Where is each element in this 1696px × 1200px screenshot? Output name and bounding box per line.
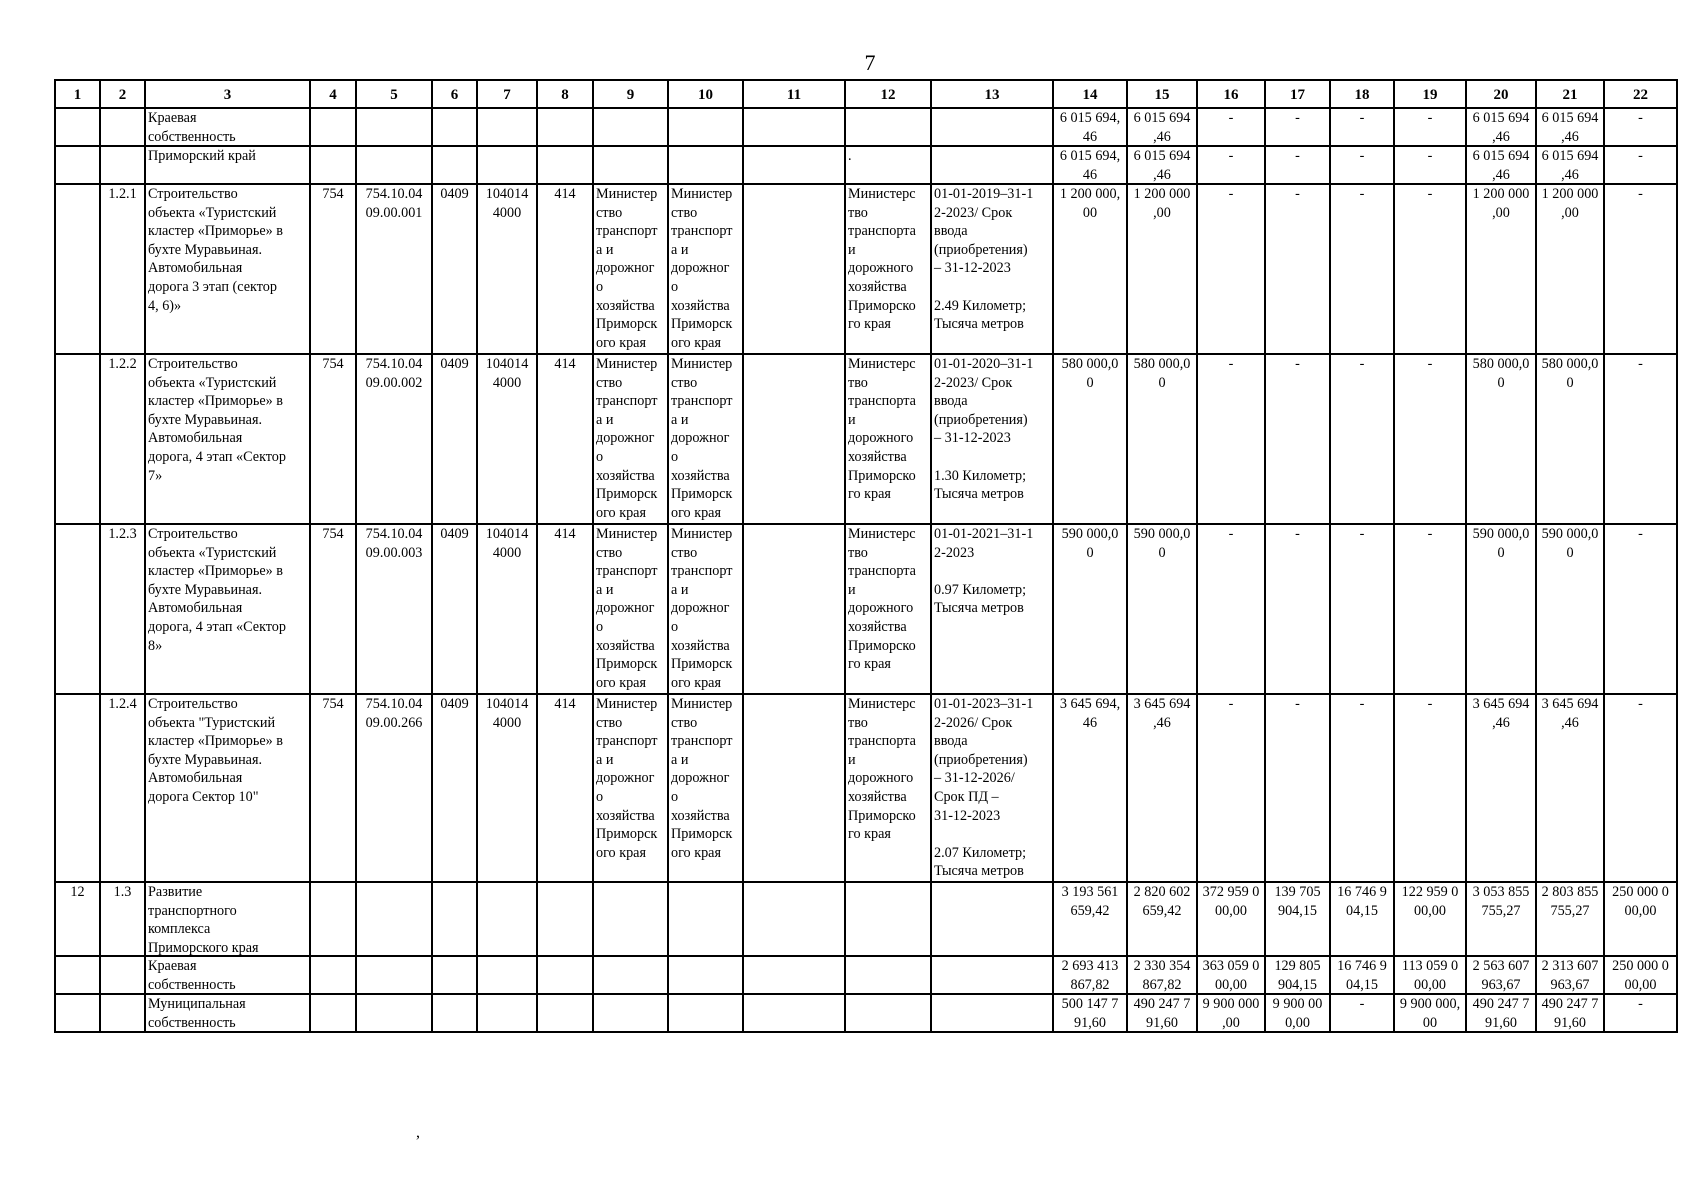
- table-cell: 2 563 607 963,67: [1467, 957, 1537, 995]
- table-cell: .: [846, 147, 932, 185]
- table-cell: 2 330 354 867,82: [1128, 957, 1198, 995]
- table-cell: 1.2.4: [101, 695, 146, 883]
- table-cell: [744, 147, 846, 185]
- table-cell: Краевая собственность: [146, 109, 311, 147]
- column-header: 3: [146, 81, 311, 109]
- table-cell: 0409: [433, 525, 478, 695]
- table-cell: 6 015 694, 46: [1054, 109, 1128, 147]
- table-cell: [744, 883, 846, 957]
- table-cell: -: [1198, 109, 1266, 147]
- table-cell: [744, 995, 846, 1033]
- table-cell: -: [1605, 525, 1678, 695]
- table-cell: [932, 109, 1054, 147]
- table-cell: -: [1331, 147, 1395, 185]
- table-cell: 0409: [433, 355, 478, 525]
- table-cell: 590 000,0 0: [1467, 525, 1537, 695]
- table-cell: 6 015 694 ,46: [1537, 147, 1605, 185]
- table-cell: [932, 147, 1054, 185]
- table-cell: -: [1198, 525, 1266, 695]
- table-cell: 0409: [433, 185, 478, 355]
- table-cell: [669, 147, 744, 185]
- table-cell: 590 000,0 0: [1054, 525, 1128, 695]
- table-cell: -: [1266, 355, 1331, 525]
- table-cell: [478, 957, 538, 995]
- table-cell: -: [1605, 695, 1678, 883]
- table-cell: -: [1266, 185, 1331, 355]
- table-cell: [357, 995, 433, 1033]
- table-cell: [101, 109, 146, 147]
- table-cell: [56, 185, 101, 355]
- table-cell: 414: [538, 525, 594, 695]
- budget-table: [54, 79, 1678, 1033]
- table-cell: 3 645 694, 46: [1054, 695, 1128, 883]
- table-cell: -: [1331, 695, 1395, 883]
- table-cell: [311, 883, 357, 957]
- table-cell: [56, 957, 101, 995]
- table-cell: 139 705 904,15: [1266, 883, 1331, 957]
- table-cell: [433, 883, 478, 957]
- table-cell: [846, 957, 932, 995]
- table-cell: 9 900 00 0,00: [1266, 995, 1331, 1033]
- table-cell: Министер ство транспорт а и дорожног о хозяйства Приморск ого края: [594, 695, 669, 883]
- table-cell: [56, 525, 101, 695]
- table-cell: 1 200 000, 00: [1054, 185, 1128, 355]
- table-cell: [101, 147, 146, 185]
- table-cell: 3 193 561 659,42: [1054, 883, 1128, 957]
- table-cell: -: [1331, 355, 1395, 525]
- table-cell: Министер ство транспорт а и дорожног о хозяйства Приморск ого края: [669, 185, 744, 355]
- table-cell: 104014 4000: [478, 185, 538, 355]
- column-header: 17: [1266, 81, 1331, 109]
- table-cell: 754: [311, 355, 357, 525]
- table-cell: 6 015 694 ,46: [1537, 109, 1605, 147]
- table-cell: [101, 995, 146, 1033]
- table-cell: 2 693 413 867,82: [1054, 957, 1128, 995]
- table-cell: [846, 995, 932, 1033]
- table-cell: 01-01-2023–31-1 2-2026/ Срок ввода (приобретения) – 31-12-2026/ Срок ПД – 31-12-2023 2.07 Километр; Тысяча метров: [932, 695, 1054, 883]
- table-cell: 754.10.04 09.00.002: [357, 355, 433, 525]
- table-cell: [594, 147, 669, 185]
- table-cell: [357, 957, 433, 995]
- table-cell: [433, 147, 478, 185]
- page-number: 7: [864, 50, 876, 75]
- table-cell: 9 900 000 ,00: [1198, 995, 1266, 1033]
- table-cell: [101, 957, 146, 995]
- table-cell: 754.10.04 09.00.003: [357, 525, 433, 695]
- table-cell: [357, 109, 433, 147]
- table-cell: [669, 957, 744, 995]
- table-cell: [932, 995, 1054, 1033]
- table-cell: 1.2.2: [101, 355, 146, 525]
- table-cell: -: [1395, 147, 1467, 185]
- footer-mark: ,: [416, 1124, 420, 1141]
- table-cell: [478, 883, 538, 957]
- table-cell: [478, 147, 538, 185]
- table-cell: 129 805 904,15: [1266, 957, 1331, 995]
- table-cell: 490 247 7 91,60: [1128, 995, 1198, 1033]
- table-cell: Министерс тво транспорта и дорожного хозяйства Приморско го края: [846, 185, 932, 355]
- table-cell: [311, 147, 357, 185]
- column-header: 21: [1537, 81, 1605, 109]
- table-cell: -: [1395, 355, 1467, 525]
- table-cell: Министерс тво транспорта и дорожного хозяйства Приморско го края: [846, 355, 932, 525]
- table-cell: 113 059 0 00,00: [1395, 957, 1467, 995]
- table-cell: Министерс тво транспорта и дорожного хозяйства Приморско го края: [846, 695, 932, 883]
- table-cell: 01-01-2020–31-1 2-2023/ Срок ввода (приобретения) – 31-12-2023 1.30 Километр; Тысяча метров: [932, 355, 1054, 525]
- column-header: 4: [311, 81, 357, 109]
- table-cell: [669, 995, 744, 1033]
- table-cell: 3 053 855 755,27: [1467, 883, 1537, 957]
- column-header: 5: [357, 81, 433, 109]
- table-cell: 1.3: [101, 883, 146, 957]
- table-cell: 754: [311, 525, 357, 695]
- table-cell: 754.10.04 09.00.001: [357, 185, 433, 355]
- table-cell: [846, 109, 932, 147]
- table-cell: 414: [538, 695, 594, 883]
- table-cell: Министер ство транспорт а и дорожног о хозяйства Приморск ого края: [594, 525, 669, 695]
- table-cell: -: [1198, 695, 1266, 883]
- table-cell: Строительство объекта "Туристский кластер «Приморье» в бухте Муравьиная. Автомобильная дорога Сектор 10": [146, 695, 311, 883]
- column-header: 20: [1467, 81, 1537, 109]
- table-cell: 01-01-2019–31-1 2-2023/ Срок ввода (приобретения) – 31-12-2023 2.49 Километр; Тысяча метров: [932, 185, 1054, 355]
- table-cell: -: [1266, 147, 1331, 185]
- table-cell: -: [1395, 185, 1467, 355]
- column-header: 12: [846, 81, 932, 109]
- table-cell: Строительство объекта «Туристский кластер «Приморье» в бухте Муравьиная. Автомобильная дорога, 4 этап «Сектор 7»: [146, 355, 311, 525]
- table-cell: 250 000 0 00,00: [1605, 883, 1678, 957]
- table-cell: [846, 883, 932, 957]
- table-cell: 250 000 0 00,00: [1605, 957, 1678, 995]
- table-cell: [594, 995, 669, 1033]
- table-cell: [433, 995, 478, 1033]
- table-cell: [56, 109, 101, 147]
- column-header: 13: [932, 81, 1054, 109]
- column-header: 10: [669, 81, 744, 109]
- table-cell: 580 000,0 0: [1054, 355, 1128, 525]
- table-cell: -: [1395, 109, 1467, 147]
- column-header: 7: [478, 81, 538, 109]
- table-cell: [538, 957, 594, 995]
- table-cell: 754.10.04 09.00.266: [357, 695, 433, 883]
- table-cell: 1 200 000 ,00: [1128, 185, 1198, 355]
- table-cell: [56, 695, 101, 883]
- table-cell: 500 147 7 91,60: [1054, 995, 1128, 1033]
- column-header: 2: [101, 81, 146, 109]
- table-cell: [669, 109, 744, 147]
- table-cell: [56, 355, 101, 525]
- column-header: 15: [1128, 81, 1198, 109]
- table-cell: [433, 109, 478, 147]
- table-cell: Министер ство транспорт а и дорожног о хозяйства Приморск ого края: [594, 355, 669, 525]
- table-cell: 754: [311, 185, 357, 355]
- table-cell: 12: [56, 883, 101, 957]
- table-cell: Муниципальная собственность: [146, 995, 311, 1033]
- table-cell: 1.2.1: [101, 185, 146, 355]
- table-cell: [433, 957, 478, 995]
- table-cell: -: [1605, 147, 1678, 185]
- table-cell: -: [1198, 147, 1266, 185]
- table-cell: [744, 957, 846, 995]
- table-cell: 122 959 0 00,00: [1395, 883, 1467, 957]
- table-cell: 580 000,0 0: [1467, 355, 1537, 525]
- table-cell: [56, 995, 101, 1033]
- table-cell: [538, 109, 594, 147]
- table-cell: 414: [538, 355, 594, 525]
- table-cell: 414: [538, 185, 594, 355]
- table-cell: 6 015 694 ,46: [1128, 147, 1198, 185]
- table-cell: -: [1605, 185, 1678, 355]
- table-cell: [56, 147, 101, 185]
- column-header: 19: [1395, 81, 1467, 109]
- table-cell: 104014 4000: [478, 355, 538, 525]
- table-cell: 104014 4000: [478, 525, 538, 695]
- table-cell: 580 000,0 0: [1537, 355, 1605, 525]
- table-cell: [478, 995, 538, 1033]
- table-cell: 2 313 607 963,67: [1537, 957, 1605, 995]
- table-cell: -: [1605, 995, 1678, 1033]
- table-cell: [357, 883, 433, 957]
- column-header: 14: [1054, 81, 1128, 109]
- table-cell: [594, 109, 669, 147]
- table-cell: [594, 957, 669, 995]
- column-header: 22: [1605, 81, 1678, 109]
- table-cell: 754: [311, 695, 357, 883]
- table-cell: 1 200 000 ,00: [1537, 185, 1605, 355]
- column-header: 6: [433, 81, 478, 109]
- table-cell: Министер ство транспорт а и дорожног о хозяйства Приморск ого края: [669, 695, 744, 883]
- column-header: 11: [744, 81, 846, 109]
- table-cell: 9 900 000, 00: [1395, 995, 1467, 1033]
- table-cell: Краевая собственность: [146, 957, 311, 995]
- table-cell: [932, 957, 1054, 995]
- table-cell: [357, 147, 433, 185]
- table-cell: -: [1331, 185, 1395, 355]
- column-header: 1: [56, 81, 101, 109]
- table-cell: [538, 147, 594, 185]
- table-cell: [311, 957, 357, 995]
- table-cell: [744, 695, 846, 883]
- table-cell: 372 959 0 00,00: [1198, 883, 1266, 957]
- table-cell: 3 645 694 ,46: [1537, 695, 1605, 883]
- table-cell: Развитие транспортного комплекса Приморского края: [146, 883, 311, 957]
- table-cell: Министер ство транспорт а и дорожног о хозяйства Приморск ого края: [669, 355, 744, 525]
- table-cell: [538, 883, 594, 957]
- table-cell: [744, 109, 846, 147]
- table-cell: Министер ство транспорт а и дорожног о хозяйства Приморск ого края: [594, 185, 669, 355]
- column-header: 18: [1331, 81, 1395, 109]
- table-cell: [932, 883, 1054, 957]
- table-cell: 590 000,0 0: [1537, 525, 1605, 695]
- table-cell: 6 015 694 ,46: [1467, 147, 1537, 185]
- table-cell: 363 059 0 00,00: [1198, 957, 1266, 995]
- table-cell: -: [1198, 185, 1266, 355]
- table-cell: 6 015 694 ,46: [1128, 109, 1198, 147]
- table-cell: 1 200 000 ,00: [1467, 185, 1537, 355]
- table-cell: Министер ство транспорт а и дорожног о хозяйства Приморск ого края: [669, 525, 744, 695]
- table-cell: 0409: [433, 695, 478, 883]
- table-cell: -: [1266, 109, 1331, 147]
- table-cell: [311, 109, 357, 147]
- table-cell: -: [1395, 525, 1467, 695]
- table-cell: 580 000,0 0: [1128, 355, 1198, 525]
- table-cell: 3 645 694 ,46: [1467, 695, 1537, 883]
- table-cell: [744, 355, 846, 525]
- table-cell: [478, 109, 538, 147]
- table-cell: -: [1266, 525, 1331, 695]
- table-cell: 104014 4000: [478, 695, 538, 883]
- table-cell: 16 746 9 04,15: [1331, 883, 1395, 957]
- table-cell: Строительство объекта «Туристский кластер «Приморье» в бухте Муравьиная. Автомобильная дорога 3 этап (сектор 4, 6)»: [146, 185, 311, 355]
- table-cell: -: [1395, 695, 1467, 883]
- table-cell: [744, 525, 846, 695]
- table-cell: -: [1331, 525, 1395, 695]
- column-header: 16: [1198, 81, 1266, 109]
- table-cell: 3 645 694 ,46: [1128, 695, 1198, 883]
- table-cell: 490 247 7 91,60: [1537, 995, 1605, 1033]
- table-cell: -: [1198, 355, 1266, 525]
- table-cell: Приморский край: [146, 147, 311, 185]
- table-cell: 590 000,0 0: [1128, 525, 1198, 695]
- table-cell: Строительство объекта «Туристский кластер «Приморье» в бухте Муравьиная. Автомобильная дорога, 4 этап «Сектор 8»: [146, 525, 311, 695]
- table-cell: [594, 883, 669, 957]
- table-cell: -: [1605, 355, 1678, 525]
- table-cell: [744, 185, 846, 355]
- table-cell: 16 746 9 04,15: [1331, 957, 1395, 995]
- column-header: 8: [538, 81, 594, 109]
- table-cell: [311, 995, 357, 1033]
- table-cell: 6 015 694 ,46: [1467, 109, 1537, 147]
- table-cell: -: [1331, 995, 1395, 1033]
- table-cell: 6 015 694, 46: [1054, 147, 1128, 185]
- table-cell: [538, 995, 594, 1033]
- table-cell: 01-01-2021–31-1 2-2023 0.97 Километр; Тысяча метров: [932, 525, 1054, 695]
- table-cell: -: [1605, 109, 1678, 147]
- table-cell: 2 820 602 659,42: [1128, 883, 1198, 957]
- column-header: 9: [594, 81, 669, 109]
- table-cell: -: [1266, 695, 1331, 883]
- table-cell: Министерс тво транспорта и дорожного хозяйства Приморско го края: [846, 525, 932, 695]
- table-cell: 2 803 855 755,27: [1537, 883, 1605, 957]
- table-cell: 1.2.3: [101, 525, 146, 695]
- table-cell: -: [1331, 109, 1395, 147]
- table-cell: [669, 883, 744, 957]
- table-cell: 490 247 7 91,60: [1467, 995, 1537, 1033]
